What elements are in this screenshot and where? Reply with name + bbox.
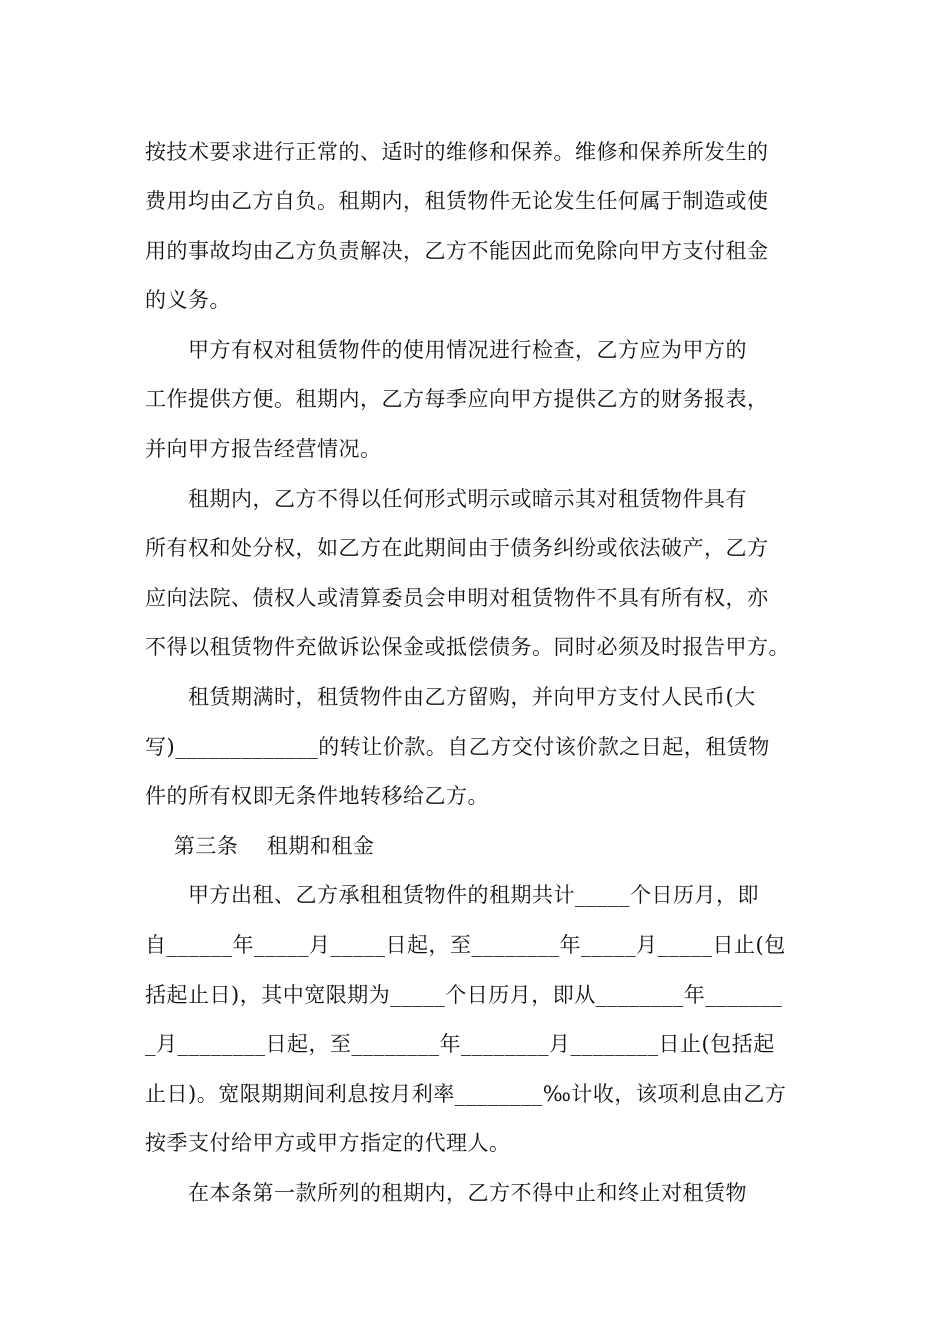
body-text-line: 的义务。 [145, 288, 231, 312]
body-text-line: 并向甲方报告经营情况。 [145, 437, 382, 461]
body-text-line: 甲方出租、乙方承租租赁物件的租期共计_____个日历月，即 [145, 883, 760, 907]
body-text-line: 按季支付给甲方或甲方指定的代理人。 [145, 1131, 511, 1155]
body-text-line: 止日)。宽限期期间利息按月利率________‰计收，该项利息由乙方 [145, 1082, 787, 1106]
body-text-line: 用的事故均由乙方负责解决，乙方不能因此而免除向甲方支付租金 [145, 239, 769, 263]
body-text-line: 甲方有权对租赁物件的使用情况进行检查，乙方应为甲方的 [145, 338, 748, 362]
section-heading: 第三条 租期和租金 [145, 834, 375, 858]
body-text-line: 写)_____________的转让价款。自乙方交付该价款之日起，租赁物 [145, 735, 770, 759]
body-text-line: 自______年_____月_____日起，至________年_____月_____日止(包 [145, 933, 786, 957]
body-text-line: 在本条第一款所列的租期内，乙方不得中止和终止对租赁物 [145, 1181, 748, 1205]
body-text-line: _月________日起，至________年________月________日止(包括起 [145, 1032, 775, 1056]
body-text-line: 件的所有权即无条件地转移给乙方。 [145, 784, 489, 808]
body-text-line: 不得以租赁物件充做诉讼保金或抵偿债务。同时必须及时报告甲方。 [145, 635, 790, 659]
body-text-line: 租赁期满时，租赁物件由乙方留购，并向甲方支付人民币(大 [145, 685, 756, 709]
body-text-line: 工作提供方便。租期内，乙方每季应向甲方提供乙方的财务报表， [145, 387, 769, 411]
body-text-line: 所有权和处分权，如乙方在此期间由于债务纠纷或依法破产，乙方 [145, 536, 769, 560]
body-text-line: 按技术要求进行正常的、适时的维修和保养。维修和保养所发生的 [145, 140, 769, 164]
body-text-line: 括起止日)，其中宽限期为_____个日历月，即从________年_______ [145, 983, 783, 1007]
body-text-line: 应向法院、债权人或清算委员会申明对租赁物件不具有所有权，亦 [145, 586, 769, 610]
body-text-line: 费用均由乙方自负。租期内，租赁物件无论发生任何属于制造或使 [145, 189, 769, 213]
body-text-line: 租期内，乙方不得以任何形式明示或暗示其对租赁物件具有 [145, 487, 748, 511]
